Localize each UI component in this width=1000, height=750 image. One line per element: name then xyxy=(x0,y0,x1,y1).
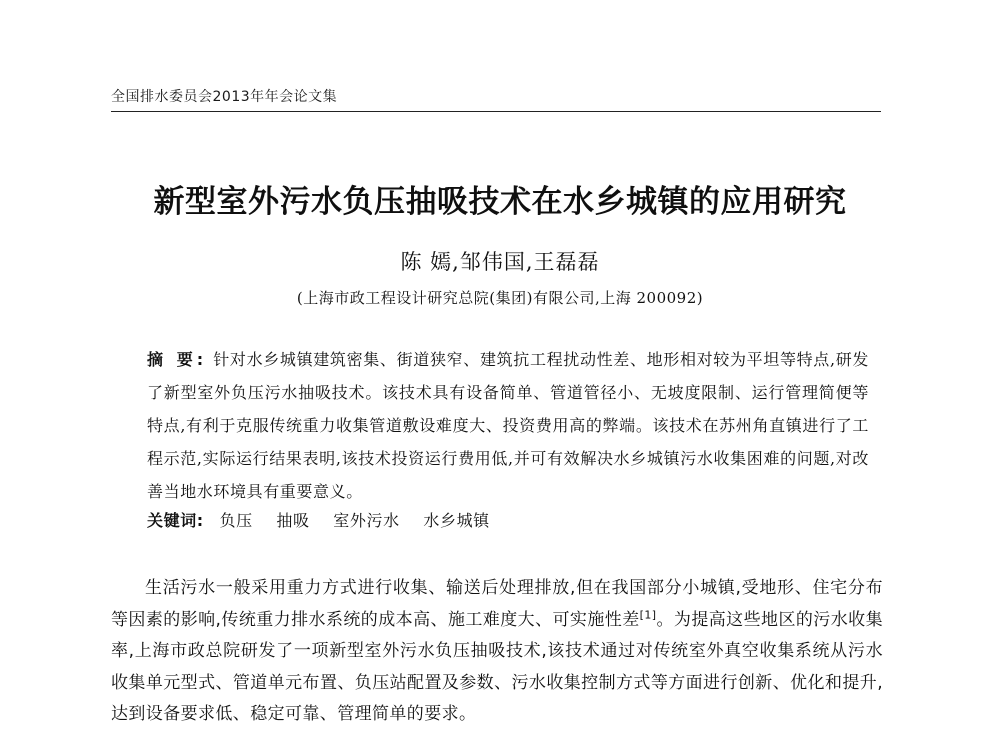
article-title: 新型室外污水负压抽吸技术在水乡城镇的应用研究 xyxy=(153,184,847,220)
author-affiliation: (上海市政工程设计研究总院(集团)有限公司,上海 200092) xyxy=(296,289,704,307)
author-list: 陈 嫣,邹伟国,王磊磊 xyxy=(400,250,600,274)
running-header: 全国排水委员会2013年年会论文集 xyxy=(111,89,338,105)
keyword: 负压 xyxy=(219,511,253,530)
abstract-label: 摘 要: xyxy=(147,350,208,369)
keyword: 抽吸 xyxy=(276,511,310,530)
keyword: 室外污水 xyxy=(333,511,400,530)
keywords xyxy=(147,508,869,531)
abstract xyxy=(147,343,869,508)
paragraph-text-part-1: 生活污水一般采用重力方式进行收集、输送后处理排放,但在我国部分小城镇,受地形、住宅分布等因素的影响,传统重力排水系统的成本高、施工难度大、可实施性差 xyxy=(111,578,883,630)
keywords-label: 关键词: xyxy=(147,511,204,530)
header-rule xyxy=(111,111,881,112)
introduction-paragraph xyxy=(111,573,883,731)
keyword: 水乡城镇 xyxy=(423,511,490,530)
paragraph-text-part-2: 。为提高这些地区的污水收集率,上海市政总院研发了一项新型室外污水负压抽吸技术,该技术通过对传统室外真空收集系统从污水收集单元型式、管道单元布置、负压站配置及参数、污水收集控制方式等方面进行创新、优化和提升,达到设备要求低、稳定可靠、管理简单的要求。 xyxy=(111,609,883,724)
abstract-text: 针对水乡城镇建筑密集、街道狭窄、建筑抗工程扰动性差、地形相对较为平坦等特点,研发了新型室外负压污水抽吸技术。该技术具有设备简单、管道管径小、无坡度限制、运行管理简便等特点,有利于克服传统重力收集管道敷设难度大、投资费用高的弊端。该技术在苏州角直镇进行了工程示范,实际运行结果表明,该技术投资运行费用低,并可有效解决水乡城镇污水收集困难的问题,对改善当地水环境具有重要意义。 xyxy=(147,350,869,501)
citation-reference[interactable]: [1] xyxy=(639,607,657,621)
